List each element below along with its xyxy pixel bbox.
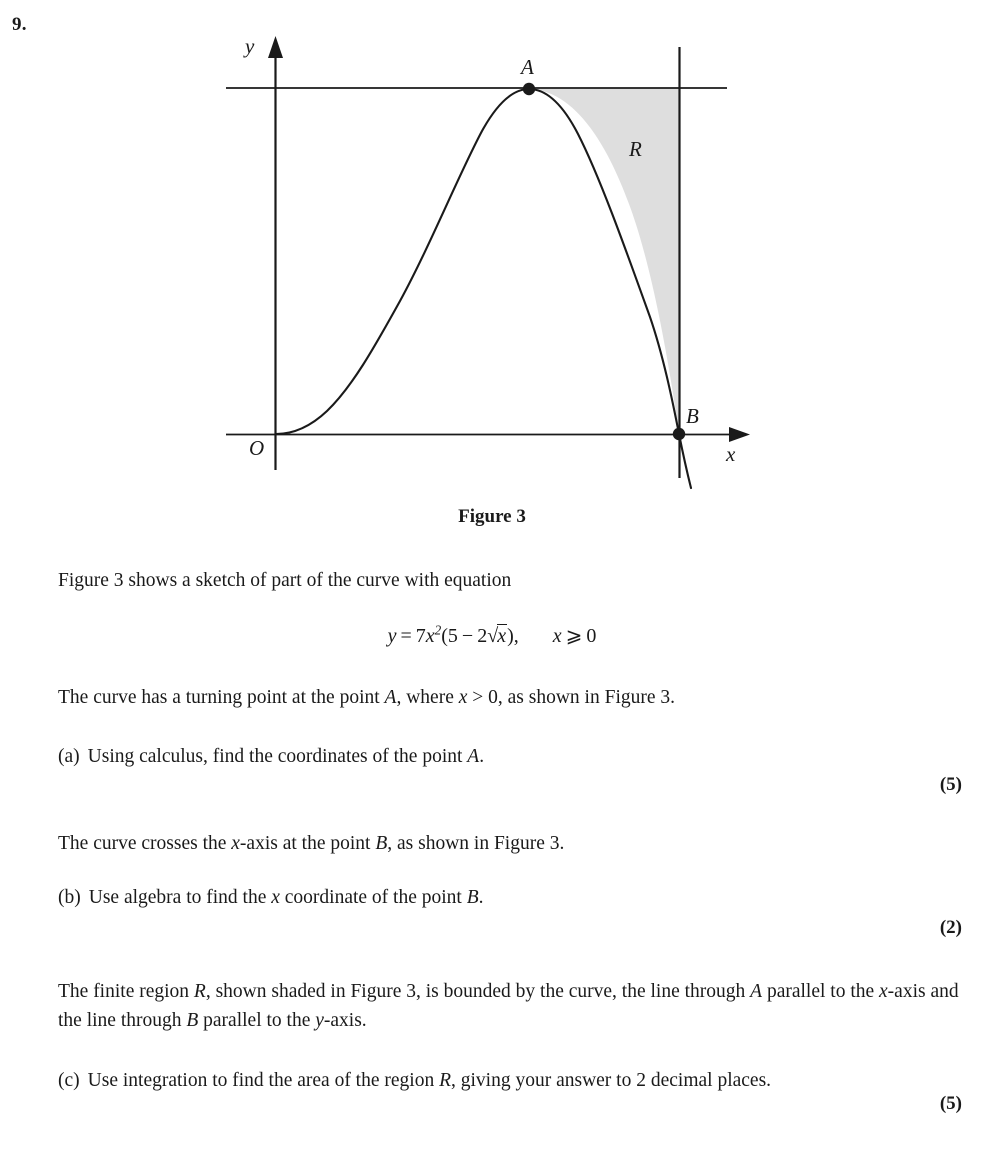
intro-paragraph-2 (58, 683, 968, 712)
intro-4-mid-4: parallel to the (198, 1010, 316, 1031)
y-axis-arrowhead (268, 36, 283, 58)
intro-4-point-b: B (186, 1010, 199, 1031)
point-a-label: A (521, 55, 534, 79)
intro-4-mid-2: parallel to the (762, 981, 880, 1002)
part-c (58, 1066, 984, 1095)
part-b-text-tail: . (478, 887, 484, 908)
equation-expression (387, 622, 597, 647)
part-b-marker: (b) (58, 887, 81, 908)
figure-svg (0, 0, 984, 500)
intro-3-var-x: x (231, 833, 240, 854)
eq-inner-const: 5 (447, 624, 458, 647)
eq-power: 2 (434, 622, 442, 637)
intro-3-point-b: B (375, 833, 388, 854)
radical-icon: √ (487, 624, 499, 647)
region-r-label: R (629, 137, 642, 161)
part-c-marker: (c) (58, 1070, 80, 1091)
intro-paragraph-4 (58, 977, 973, 1035)
eq-radicand: x (497, 624, 507, 647)
curve-equation (0, 622, 984, 648)
question-number: 9. (12, 14, 27, 35)
part-b-text-lead: Use algebra to find the (88, 887, 272, 908)
part-a-point-a: A (467, 746, 480, 767)
part-b-var-x: x (271, 887, 280, 908)
part-a-marker: (a) (58, 746, 80, 767)
origin-label: O (249, 436, 265, 460)
intro-1-text: Figure 3 shows a sketch of part of the curve with equation (58, 570, 512, 591)
point-b-marker (673, 428, 685, 440)
region-r-shading (529, 88, 679, 434)
point-a-marker (523, 83, 535, 95)
x-axis-arrowhead (729, 427, 750, 442)
figure-caption: Figure 3 (458, 506, 526, 527)
part-c-region-r: R (439, 1070, 451, 1091)
part-b-marks: (2) (939, 917, 962, 938)
eq-domain-var: x (552, 624, 562, 647)
intro-4-var-x: x (879, 981, 888, 1002)
part-a-marks: (5) (939, 774, 962, 795)
point-b-label: B (686, 404, 699, 428)
part-a (58, 742, 984, 771)
intro-4-point-a: A (750, 981, 763, 1002)
eq-comma: , (513, 624, 519, 647)
part-c-text-lead: Use integration to find the area of the region (87, 1070, 440, 1091)
intro-4-mid-3: -axis and the line through (58, 981, 959, 1031)
eq-lhs: y (387, 624, 397, 647)
part-c-marks: (5) (939, 1093, 962, 1114)
figure-3-graph (0, 0, 984, 500)
intro-3-mid: -axis at the point (239, 833, 376, 854)
eq-sign: = (400, 624, 412, 647)
x-axis-label: x (726, 442, 736, 466)
intro-paragraph-1 (58, 566, 968, 595)
eq-domain-relation: ⩾ (565, 624, 583, 647)
eq-radical-group (487, 625, 507, 648)
intro-4-lead: The finite region (58, 981, 194, 1002)
eq-coefficient: 7 (415, 624, 426, 647)
part-a-text-tail: . (479, 746, 485, 767)
eq-minus: − (461, 624, 474, 647)
intro-paragraph-3 (58, 829, 968, 858)
eq-var: x (425, 624, 435, 647)
intro-3-tail: , as shown in Figure 3. (387, 833, 565, 854)
eq-domain-value: 0 (586, 624, 597, 647)
intro-2-lead: The curve has a turning point at the point (58, 687, 385, 708)
eq-inner-coefficient: 2 (477, 624, 488, 647)
part-b-text-mid: coordinate of the point (279, 887, 467, 908)
intro-4-mid-1: , shown shaded in Figure 3, is bounded by the curve, the line through (205, 981, 751, 1002)
intro-2-mid: , where (396, 687, 459, 708)
intro-2-var-x: x (458, 687, 468, 708)
intro-3-lead: The curve crosses the (58, 833, 232, 854)
eq-close-paren: ) (507, 624, 514, 647)
part-a-text-lead: Using calculus, find the coordinates of the point (87, 746, 468, 767)
part-b-point-b: B (466, 887, 479, 908)
intro-2-point-a: A (384, 687, 397, 708)
y-axis-label: y (245, 34, 255, 58)
intro-4-tail: -axis. (323, 1010, 367, 1031)
intro-4-var-y: y (315, 1010, 324, 1031)
intro-2-tail: > 0, as shown in Figure 3. (467, 687, 676, 708)
part-b (58, 883, 984, 912)
part-c-text-tail: , giving your answer to 2 decimal places. (451, 1070, 772, 1091)
eq-open-paren: ( (441, 624, 448, 647)
intro-4-region-r: R (193, 981, 206, 1002)
